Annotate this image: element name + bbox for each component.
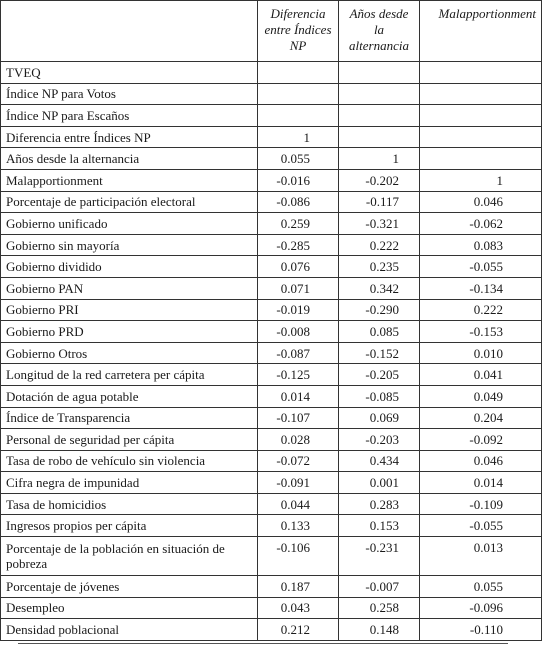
cell-value: -0.153 bbox=[420, 321, 542, 343]
table-row bbox=[1, 597, 542, 619]
table-row bbox=[1, 537, 542, 576]
cell-value: -0.062 bbox=[420, 213, 542, 235]
row-label: Gobierno Otros bbox=[1, 342, 258, 364]
row-label: Porcentaje de jóvenes bbox=[1, 576, 258, 598]
cell-value: 0.153 bbox=[339, 515, 420, 537]
row-label: Índice NP para Escaños bbox=[1, 105, 258, 127]
cell-value: 0.043 bbox=[258, 597, 339, 619]
cell-value: 1 bbox=[420, 169, 542, 191]
cell-value: -0.086 bbox=[258, 191, 339, 213]
table-row bbox=[1, 62, 542, 84]
table-row bbox=[1, 126, 542, 148]
cell-value bbox=[420, 83, 542, 105]
cell-value: -0.055 bbox=[420, 515, 542, 537]
header-row bbox=[1, 1, 542, 62]
table-row bbox=[1, 576, 542, 598]
row-label: Gobierno PRD bbox=[1, 321, 258, 343]
cell-value: 0.013 bbox=[420, 537, 542, 576]
cell-value: -0.106 bbox=[258, 537, 339, 576]
cell-value: -0.107 bbox=[258, 407, 339, 429]
row-label: Porcentaje de participación electoral bbox=[1, 191, 258, 213]
row-label: Diferencia entre Índices NP bbox=[1, 126, 258, 148]
cell-value: 0.148 bbox=[339, 619, 420, 641]
table-row bbox=[1, 385, 542, 407]
cell-value bbox=[258, 105, 339, 127]
cell-value: -0.019 bbox=[258, 299, 339, 321]
row-label: Cifra negra de impunidad bbox=[1, 472, 258, 494]
cell-value bbox=[339, 126, 420, 148]
cell-value bbox=[420, 105, 542, 127]
cell-value: 0.055 bbox=[420, 576, 542, 598]
table-row bbox=[1, 515, 542, 537]
cell-value: -0.110 bbox=[420, 619, 542, 641]
cell-value: -0.016 bbox=[258, 169, 339, 191]
cell-value: 0.010 bbox=[420, 342, 542, 364]
row-label: Gobierno unificado bbox=[1, 213, 258, 235]
cell-value: -0.008 bbox=[258, 321, 339, 343]
table-row bbox=[1, 256, 542, 278]
cell-value: 0.342 bbox=[339, 277, 420, 299]
cell-value bbox=[420, 126, 542, 148]
cell-value: -0.109 bbox=[420, 493, 542, 515]
cell-value: 0.258 bbox=[339, 597, 420, 619]
row-label: Índice de Transparencia bbox=[1, 407, 258, 429]
cell-value: -0.321 bbox=[339, 213, 420, 235]
cell-value bbox=[420, 148, 542, 170]
cell-value: 0.076 bbox=[258, 256, 339, 278]
cell-value: 0.049 bbox=[420, 385, 542, 407]
cell-value: 0.083 bbox=[420, 234, 542, 256]
cell-value: 0.283 bbox=[339, 493, 420, 515]
header-malapportionment: Malapportionment bbox=[420, 1, 542, 62]
row-label: Gobierno dividido bbox=[1, 256, 258, 278]
cell-value: 1 bbox=[258, 126, 339, 148]
row-label: Personal de seguridad per cápita bbox=[1, 429, 258, 451]
cell-value: 0.046 bbox=[420, 450, 542, 472]
cell-value: 1 bbox=[339, 148, 420, 170]
table-row bbox=[1, 472, 542, 494]
cell-value: 0.028 bbox=[258, 429, 339, 451]
cell-value bbox=[339, 105, 420, 127]
table-row bbox=[1, 321, 542, 343]
table-row bbox=[1, 364, 542, 386]
header-empty bbox=[1, 1, 258, 62]
cell-value: 0.055 bbox=[258, 148, 339, 170]
cell-value: 0.133 bbox=[258, 515, 339, 537]
cell-value: -0.205 bbox=[339, 364, 420, 386]
table-row bbox=[1, 213, 542, 235]
cell-value: 0.187 bbox=[258, 576, 339, 598]
row-label: Gobierno sin mayoría bbox=[1, 234, 258, 256]
cell-value bbox=[339, 62, 420, 84]
cell-value: -0.285 bbox=[258, 234, 339, 256]
cell-value: 0.204 bbox=[420, 407, 542, 429]
row-label: Longitud de la red carretera per cápita bbox=[1, 364, 258, 386]
cell-value: 0.222 bbox=[339, 234, 420, 256]
cell-value: -0.203 bbox=[339, 429, 420, 451]
table-row bbox=[1, 105, 542, 127]
table-row bbox=[1, 407, 542, 429]
cell-value: -0.290 bbox=[339, 299, 420, 321]
cell-value bbox=[258, 83, 339, 105]
row-label: Tasa de homicidios bbox=[1, 493, 258, 515]
cell-value: -0.117 bbox=[339, 191, 420, 213]
table-body bbox=[1, 62, 542, 641]
cell-value: 0.434 bbox=[339, 450, 420, 472]
row-label: Gobierno PRI bbox=[1, 299, 258, 321]
table-row bbox=[1, 277, 542, 299]
table-row bbox=[1, 619, 542, 641]
cell-value: -0.096 bbox=[420, 597, 542, 619]
cell-value: 0.235 bbox=[339, 256, 420, 278]
row-label: Índice NP para Votos bbox=[1, 83, 258, 105]
cell-value: 0.014 bbox=[420, 472, 542, 494]
row-label: TVEQ bbox=[1, 62, 258, 84]
cell-value: -0.087 bbox=[258, 342, 339, 364]
cell-value: 0.212 bbox=[258, 619, 339, 641]
cell-value: 0.222 bbox=[420, 299, 542, 321]
cell-value: 0.085 bbox=[339, 321, 420, 343]
cell-value bbox=[420, 62, 542, 84]
cell-value: -0.055 bbox=[420, 256, 542, 278]
header-diferencia-indices: Diferencia entre Índices NP bbox=[258, 1, 339, 62]
table-row bbox=[1, 429, 542, 451]
cell-value: -0.007 bbox=[339, 576, 420, 598]
row-label: Años desde la alternancia bbox=[1, 148, 258, 170]
cell-value bbox=[258, 62, 339, 84]
cell-value: 0.046 bbox=[420, 191, 542, 213]
cell-value: 0.041 bbox=[420, 364, 542, 386]
table-row bbox=[1, 493, 542, 515]
table-row bbox=[1, 299, 542, 321]
row-label: Ingresos propios per cápita bbox=[1, 515, 258, 537]
table-row bbox=[1, 169, 542, 191]
row-label: Dotación de agua potable bbox=[1, 385, 258, 407]
cell-value: -0.072 bbox=[258, 450, 339, 472]
cell-value: -0.231 bbox=[339, 537, 420, 576]
row-label: Malapportionment bbox=[1, 169, 258, 191]
row-label: Gobierno PAN bbox=[1, 277, 258, 299]
cell-value: -0.091 bbox=[258, 472, 339, 494]
row-label: Densidad poblacional bbox=[1, 619, 258, 641]
cell-value: 0.014 bbox=[258, 385, 339, 407]
header-anos-alternancia: Años desde la alternancia bbox=[339, 1, 420, 62]
table-row bbox=[1, 342, 542, 364]
cell-value: -0.085 bbox=[339, 385, 420, 407]
cell-value: 0.044 bbox=[258, 493, 339, 515]
table-row bbox=[1, 234, 542, 256]
table-row bbox=[1, 450, 542, 472]
row-label: Tasa de robo de vehículo sin violencia bbox=[1, 450, 258, 472]
table-row bbox=[1, 83, 542, 105]
row-label: Porcentaje de la población en situación de pobreza bbox=[1, 537, 258, 576]
cell-value: -0.152 bbox=[339, 342, 420, 364]
footer-rule bbox=[18, 643, 508, 644]
cell-value bbox=[339, 83, 420, 105]
cell-value: -0.092 bbox=[420, 429, 542, 451]
table-row bbox=[1, 191, 542, 213]
row-label: Desempleo bbox=[1, 597, 258, 619]
cell-value: 0.259 bbox=[258, 213, 339, 235]
cell-value: -0.125 bbox=[258, 364, 339, 386]
cell-value: 0.001 bbox=[339, 472, 420, 494]
cell-value: 0.069 bbox=[339, 407, 420, 429]
cell-value: 0.071 bbox=[258, 277, 339, 299]
table-row bbox=[1, 148, 542, 170]
cell-value: -0.134 bbox=[420, 277, 542, 299]
cell-value: -0.202 bbox=[339, 169, 420, 191]
